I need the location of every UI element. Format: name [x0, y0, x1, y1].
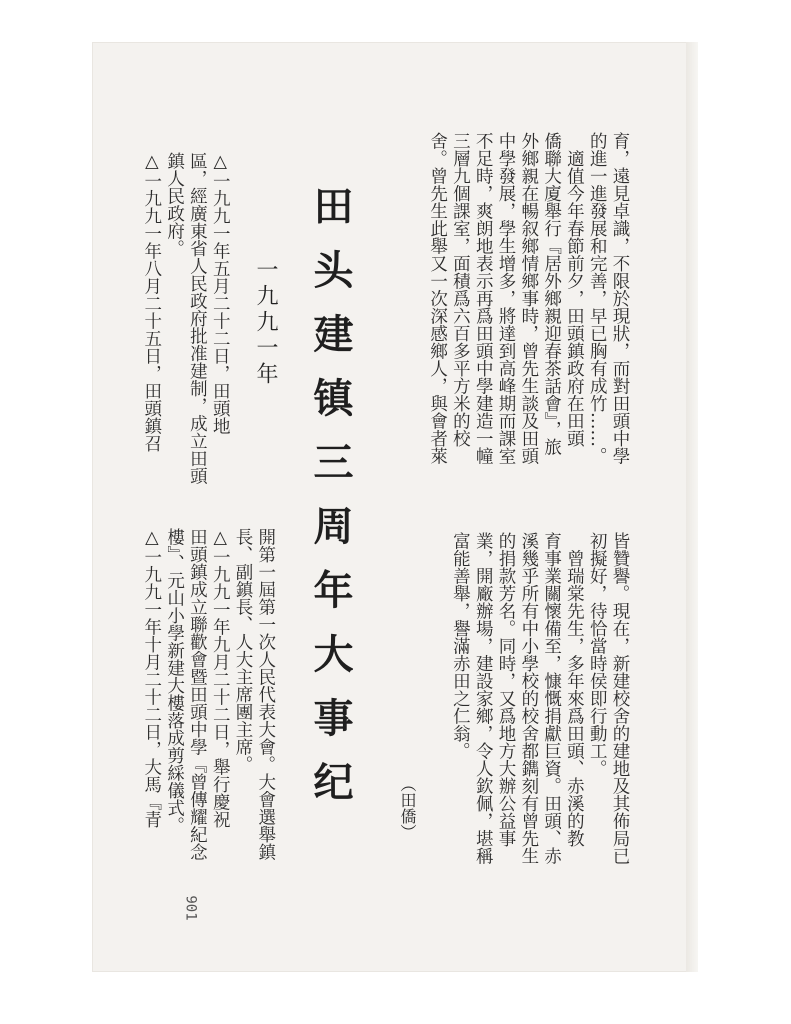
attribution: （田僑）	[398, 776, 417, 840]
page-edge-shadow	[686, 42, 698, 972]
bottom-right-text-block: 皆贊譽。現在，新建校舍的建地及其佈局已 初擬好，待恰當時侯即行動工。 曾瑞棠先生，多年來爲田頭、赤溪的教 育事業關懷備至，慷慨捐獻巨資。田頭、赤 溪幾乎所有中小學校的校舍都鐫刻有曾先生 的捐款芳名。同時，又爲地方大辦公益事 業，開廠辦場，建設家鄉，令人欽佩，堪稱 富能善舉，譽滿赤田之仁翁。	[450, 532, 630, 865]
article-title: 田头建镇三周年大事纪	[307, 185, 354, 825]
page-number: 901	[182, 895, 199, 921]
top-left-text-block: △一九九一年五月二十二日，田頭地 區，經廣東省人民政府批准建制，成立田頭 鎮人民政府。 △一九九一年八月二十五日，田頭鎮召	[141, 152, 231, 485]
top-right-text-block: 育，遠見卓識，不限於現狀，而對田頭中學 的進一進發展和完善，早已胸有成竹……。 適值今年春節前夕，田頭鎮政府在田頭 僑聯大廈舉行『居外鄉親迎春茶話會』，旅 外鄉親在暢叙鄉情鄉事時，曾先生談及田頭 中學發展，學生增多，將達到高峰期而課室 不足時，爽朗地表示再爲田頭中學建造一幢 三層九個課室，面積爲六百多平方米的校 舍。曾先生此舉又一次深感鄉人，與會者萊	[427, 132, 630, 465]
year-heading: 一九九一年	[253, 258, 278, 388]
bottom-left-text-block: 開第一屆第一次人民代表大會。大會選舉鎮 長、副鎮長、人大主席團主席。 △一九九一年九月二十二日，舉行慶祝 田頭鎮成立聯歡會暨田頭中學『曾傳耀紀念 樓』、元山小學新建大樓落成剪綵儀式。 △一九九一年十月二十二日，大馬『青	[141, 528, 276, 861]
